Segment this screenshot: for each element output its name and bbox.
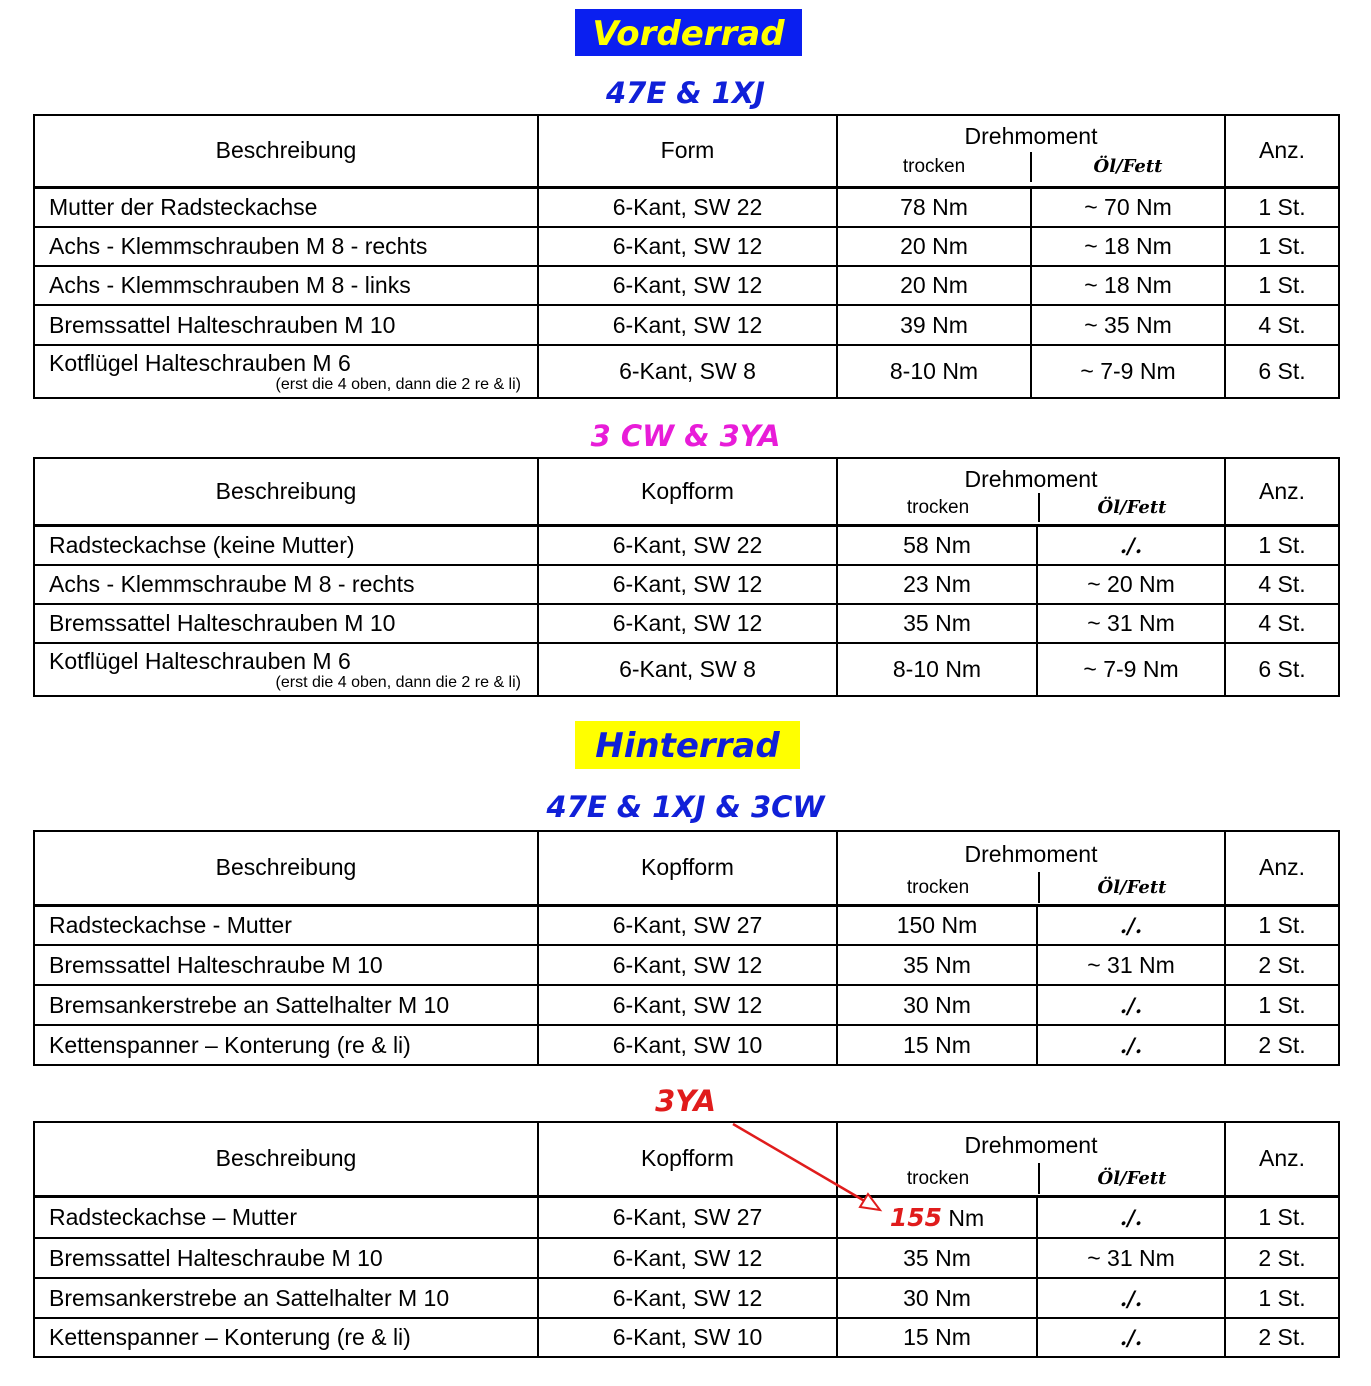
cell-desc: Kettenspanner – Konterung (re & li)	[34, 1025, 538, 1065]
cell-form: 6-Kant, SW 12	[538, 985, 837, 1025]
cell-desc: Bremssattel Halteschrauben M 10	[34, 305, 538, 345]
cell-form: 6-Kant, SW 22	[538, 525, 837, 565]
cell-form: 6-Kant, SW 8	[538, 345, 837, 398]
cell-oel: ~ 31 Nm	[1037, 945, 1225, 985]
cell-trocken: 20 Nm	[837, 266, 1031, 305]
cell-desc: Achs - Klemmschraube M 8 - rechts	[34, 565, 538, 604]
subcol-trocken: trocken	[906, 497, 970, 518]
subcol-oel-fett: Öl/Fett	[1038, 872, 1224, 903]
cell-desc-note: (erst die 4 oben, dann die 2 re & li)	[275, 375, 521, 393]
cell-oel: ./.	[1037, 905, 1225, 945]
cell-oel: ~ 35 Nm	[1031, 305, 1225, 345]
cell-form: 6-Kant, SW 12	[538, 565, 837, 604]
cell-trocken: 39 Nm	[837, 305, 1031, 345]
cell-oel: ~ 7-9 Nm	[1031, 345, 1225, 398]
cell-form: 6-Kant, SW 12	[538, 1238, 837, 1278]
cell-anz: 6 St.	[1225, 345, 1339, 398]
cell-form: 6-Kant, SW 22	[538, 187, 837, 227]
cell-oel: ~ 20 Nm	[1037, 565, 1225, 604]
subcol-trocken: trocken	[902, 156, 966, 177]
cell-form: 6-Kant, SW 12	[538, 604, 837, 643]
hinterrad-title: Hinterrad	[595, 726, 780, 766]
cell-trocken: 35 Nm	[837, 1238, 1037, 1278]
cell-desc: Bremssattel Halteschraube M 10	[34, 1238, 538, 1278]
subcol-trocken: trocken	[906, 1168, 970, 1189]
cell-anz: 6 St.	[1225, 643, 1339, 696]
cell-trocken: 150 Nm	[837, 905, 1037, 945]
cell-trocken: 58 Nm	[837, 525, 1037, 565]
cell-anz: 4 St.	[1225, 305, 1339, 345]
cell-form: 6-Kant, SW 12	[538, 305, 837, 345]
cell-anz: 1 St.	[1225, 905, 1339, 945]
cell-desc: Bremsankerstrebe an Sattelhalter M 10	[34, 1278, 538, 1318]
cell-desc: Bremssattel Halteschraube M 10	[34, 945, 538, 985]
cell-trocken: 8-10 Nm	[837, 345, 1031, 398]
cell-oel: ~ 18 Nm	[1031, 266, 1225, 305]
cell-trocken: 30 Nm	[837, 1278, 1037, 1318]
cell-oel: ~ 70 Nm	[1031, 187, 1225, 227]
cell-oel: ./.	[1037, 985, 1225, 1025]
cell-trocken: 78 Nm	[837, 187, 1031, 227]
cell-desc: Achs - Klemmschrauben M 8 - links	[34, 266, 538, 305]
cell-desc-note: (erst die 4 oben, dann die 2 re & li)	[275, 673, 521, 691]
cell-desc: Radsteckachse - Mutter	[34, 905, 538, 945]
cell-anz: 4 St.	[1225, 565, 1339, 604]
cell-form: 6-Kant, SW 8	[538, 643, 837, 696]
vorderrad-title: Vorderrad	[592, 14, 785, 54]
cell-desc: Mutter der Radsteckachse	[34, 187, 538, 227]
arrow-line	[733, 1124, 868, 1203]
cell-anz: 2 St.	[1225, 945, 1339, 985]
col-header-form: Kopfform	[538, 1122, 837, 1196]
col-header-anz: Anz.	[1225, 1122, 1339, 1196]
cell-anz: 1 St.	[1225, 985, 1339, 1025]
cell-oel: ./.	[1037, 1196, 1225, 1238]
cell-trocken: 23 Nm	[837, 565, 1037, 604]
cell-form: 6-Kant, SW 27	[538, 1196, 837, 1238]
col-header-form: Form	[538, 115, 837, 187]
drehmoment-label: Drehmoment	[964, 1132, 1098, 1158]
col-header-beschreibung: Beschreibung	[34, 831, 538, 905]
cell-anz: 2 St.	[1225, 1318, 1339, 1357]
cell-desc: Radsteckachse – Mutter	[34, 1196, 538, 1238]
cell-form: 6-Kant, SW 12	[538, 227, 837, 266]
cell-oel: ./.	[1037, 1278, 1225, 1318]
arrow-head	[860, 1194, 880, 1210]
cell-anz: 1 St.	[1225, 187, 1339, 227]
cell-anz: 1 St.	[1225, 266, 1339, 305]
cell-desc-text: Kotflügel Halteschrauben M 6	[49, 647, 351, 674]
cell-anz: 1 St.	[1225, 1196, 1339, 1238]
col-header-beschreibung: Beschreibung	[34, 115, 538, 187]
cell-anz: 1 St.	[1225, 227, 1339, 266]
col-header-anz: Anz.	[1225, 831, 1339, 905]
col-header-form: Kopfform	[538, 458, 837, 525]
cell-trocken: 15 Nm	[837, 1025, 1037, 1065]
table3-heading: 47E & 1XJ & 3CW	[546, 790, 825, 824]
table4-heading: 3YA	[655, 1084, 716, 1118]
table2-heading: 3 CW & 3YA	[590, 419, 781, 453]
cell-oel: ./.	[1037, 1025, 1225, 1065]
cell-oel: ~ 31 Nm	[1037, 1238, 1225, 1278]
drehmoment-label: Drehmoment	[964, 466, 1098, 492]
col-header-anz: Anz.	[1225, 115, 1339, 187]
cell-desc: Bremsankerstrebe an Sattelhalter M 10	[34, 985, 538, 1025]
cell-trocken: 20 Nm	[837, 227, 1031, 266]
drehmoment-label: Drehmoment	[964, 841, 1098, 867]
subcol-oel-fett: Öl/Fett	[1038, 1163, 1224, 1194]
cell-desc: Radsteckachse (keine Mutter)	[34, 525, 538, 565]
col-header-anz: Anz.	[1225, 458, 1339, 525]
cell-oel: ~ 18 Nm	[1031, 227, 1225, 266]
cell-anz: 4 St.	[1225, 604, 1339, 643]
table1-heading: 47E & 1XJ	[606, 76, 765, 110]
cell-oel: ~ 7-9 Nm	[1037, 643, 1225, 696]
cell-form: 6-Kant, SW 12	[538, 945, 837, 985]
cell-form: 6-Kant, SW 12	[538, 1278, 837, 1318]
cell-trocken: 8-10 Nm	[837, 643, 1037, 696]
cell-anz: 1 St.	[1225, 525, 1339, 565]
col-header-form: Kopfform	[538, 831, 837, 905]
cell-form: 6-Kant, SW 27	[538, 905, 837, 945]
cell-form: 6-Kant, SW 10	[538, 1318, 837, 1357]
cell-trocken: 35 Nm	[837, 945, 1037, 985]
cell-oel: ./.	[1037, 1318, 1225, 1357]
col-header-beschreibung: Beschreibung	[34, 1122, 538, 1196]
cell-trocken: 15 Nm	[837, 1318, 1037, 1357]
cell-anz: 2 St.	[1225, 1025, 1339, 1065]
cell-desc: Achs - Klemmschrauben M 8 - rechts	[34, 227, 538, 266]
cell-trocken-unit: Nm	[948, 1204, 985, 1231]
col-header-beschreibung: Beschreibung	[34, 458, 538, 525]
cell-oel: ./.	[1037, 525, 1225, 565]
cell-desc: Bremssattel Halteschrauben M 10	[34, 604, 538, 643]
cell-anz: 2 St.	[1225, 1238, 1339, 1278]
cell-oel: ~ 31 Nm	[1037, 604, 1225, 643]
subcol-oel-fett: Öl/Fett	[1030, 152, 1224, 182]
cell-trocken: 35 Nm	[837, 604, 1037, 643]
cell-desc-text: Kotflügel Halteschrauben M 6	[49, 349, 351, 376]
cell-form: 6-Kant, SW 12	[538, 266, 837, 305]
subcol-oel-fett: Öl/Fett	[1038, 493, 1224, 522]
cell-anz: 1 St.	[1225, 1278, 1339, 1318]
drehmoment-label: Drehmoment	[964, 123, 1098, 149]
highlight-value-155: 155	[889, 1202, 942, 1232]
subcol-trocken: trocken	[906, 877, 970, 898]
cell-form: 6-Kant, SW 10	[538, 1025, 837, 1065]
cell-desc: Kettenspanner – Konterung (re & li)	[34, 1318, 538, 1357]
cell-trocken: 30 Nm	[837, 985, 1037, 1025]
